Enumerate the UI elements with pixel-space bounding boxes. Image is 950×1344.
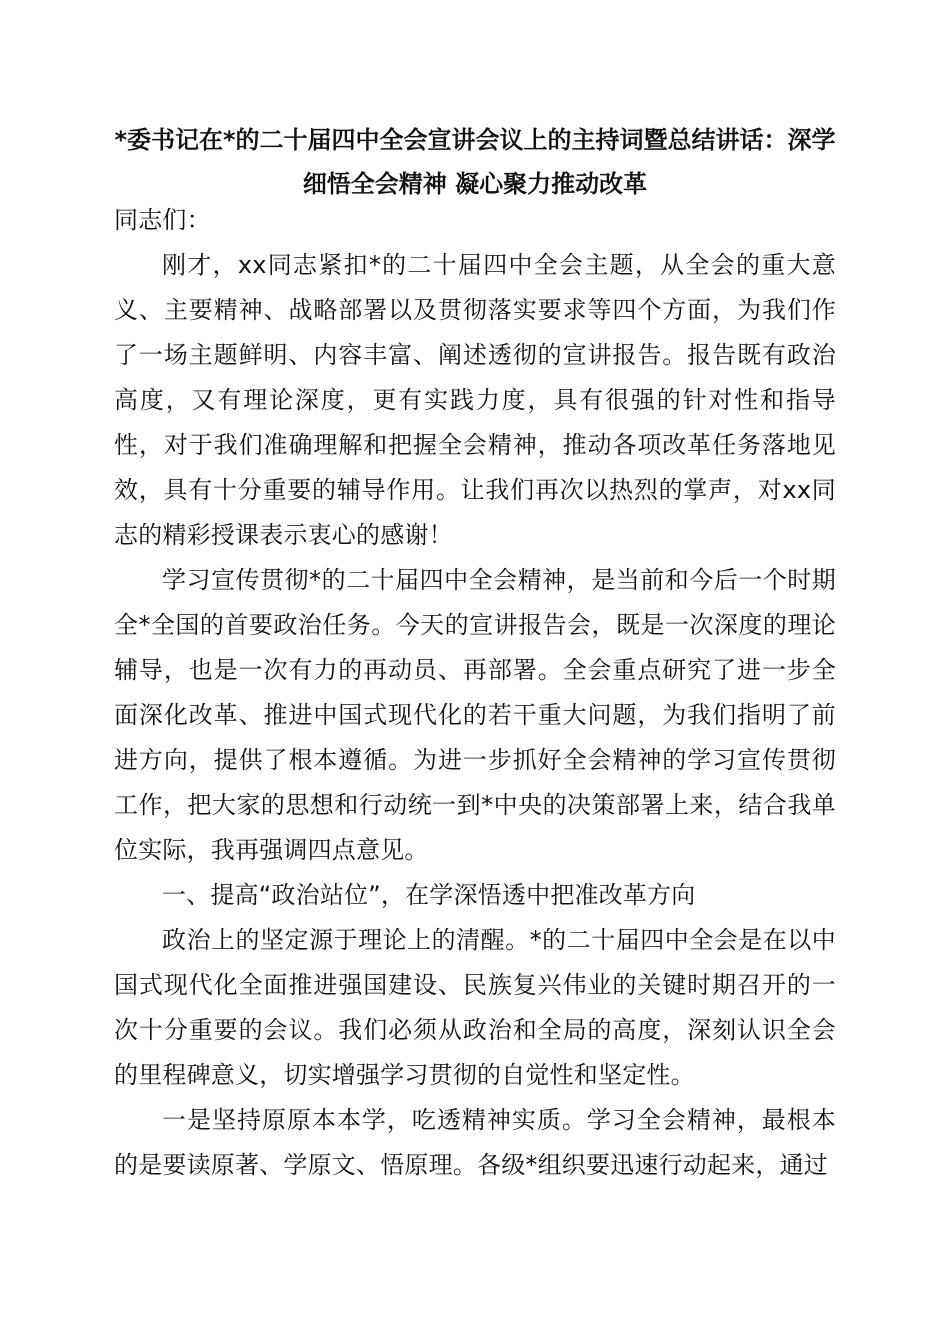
section-heading-1: 一、提高“政治站位”，在学深悟透中把准改革方向 <box>162 881 696 909</box>
document-title: *委书记在*的二十届四中全会宣讲会议上的主持词暨总结讲话：深学细悟全会精神 凝心聚力推动改革 <box>114 126 836 198</box>
paragraph-intro: 刚才，xx同志紧扣*的二十届四中全会主题，从全会的重大意义、主要精神、战略部署以及贯彻落实要求等四个方面，为我们作了一场主题鲜明、内容丰富、阐述透彻的宣讲报告。报告既有政治高度，又有理论深度，更有实践力度，具有很强的针对性和指导性，对于我们准确理解和把握全会精神，推动各项改革任务落地见效，具有十分重要的辅导作用。让我们再次以热烈的掌声，对xx同志的精彩授课表示衷心的感谢！ <box>114 251 836 549</box>
paragraph-section-1: 政治上的坚定源于理论上的清醒。*的二十届四中全会是在以中国式现代化全面推进强国建设、民族复兴伟业的关键时期召开的一次十分重要的会议。我们必须从政治和全局的高度，深刻认识全会的里程碑意义，切实增强学习贯彻的自觉性和坚定性。 <box>114 926 836 1089</box>
paragraph-point-1: 一是坚持原原本本学，吃透精神实质。学习全会精神，最根本的是要读原著、学原文、悟原理。各级*组织要迅速行动起来，通过 <box>114 1106 836 1179</box>
salutation: 同志们： <box>114 206 211 234</box>
document-body <box>114 198 836 1188</box>
paragraph-task: 学习宣传贯彻*的二十届四中全会精神，是当前和今后一个时期全*全国的首要政治任务。今天的宣讲报告会，既是一次深度的理论辅导，也是一次有力的再动员、再部署。全会重点研究了进一步全面深化改革、推进中国式现代化的若干重大问题，为我们指明了前进方向，提供了根本遵循。为进一步抓好全会精神的学习宣传贯彻工作，把大家的思想和行动统一到*中央的决策部署上来，结合我单位实际，我再强调四点意见。 <box>114 566 836 864</box>
